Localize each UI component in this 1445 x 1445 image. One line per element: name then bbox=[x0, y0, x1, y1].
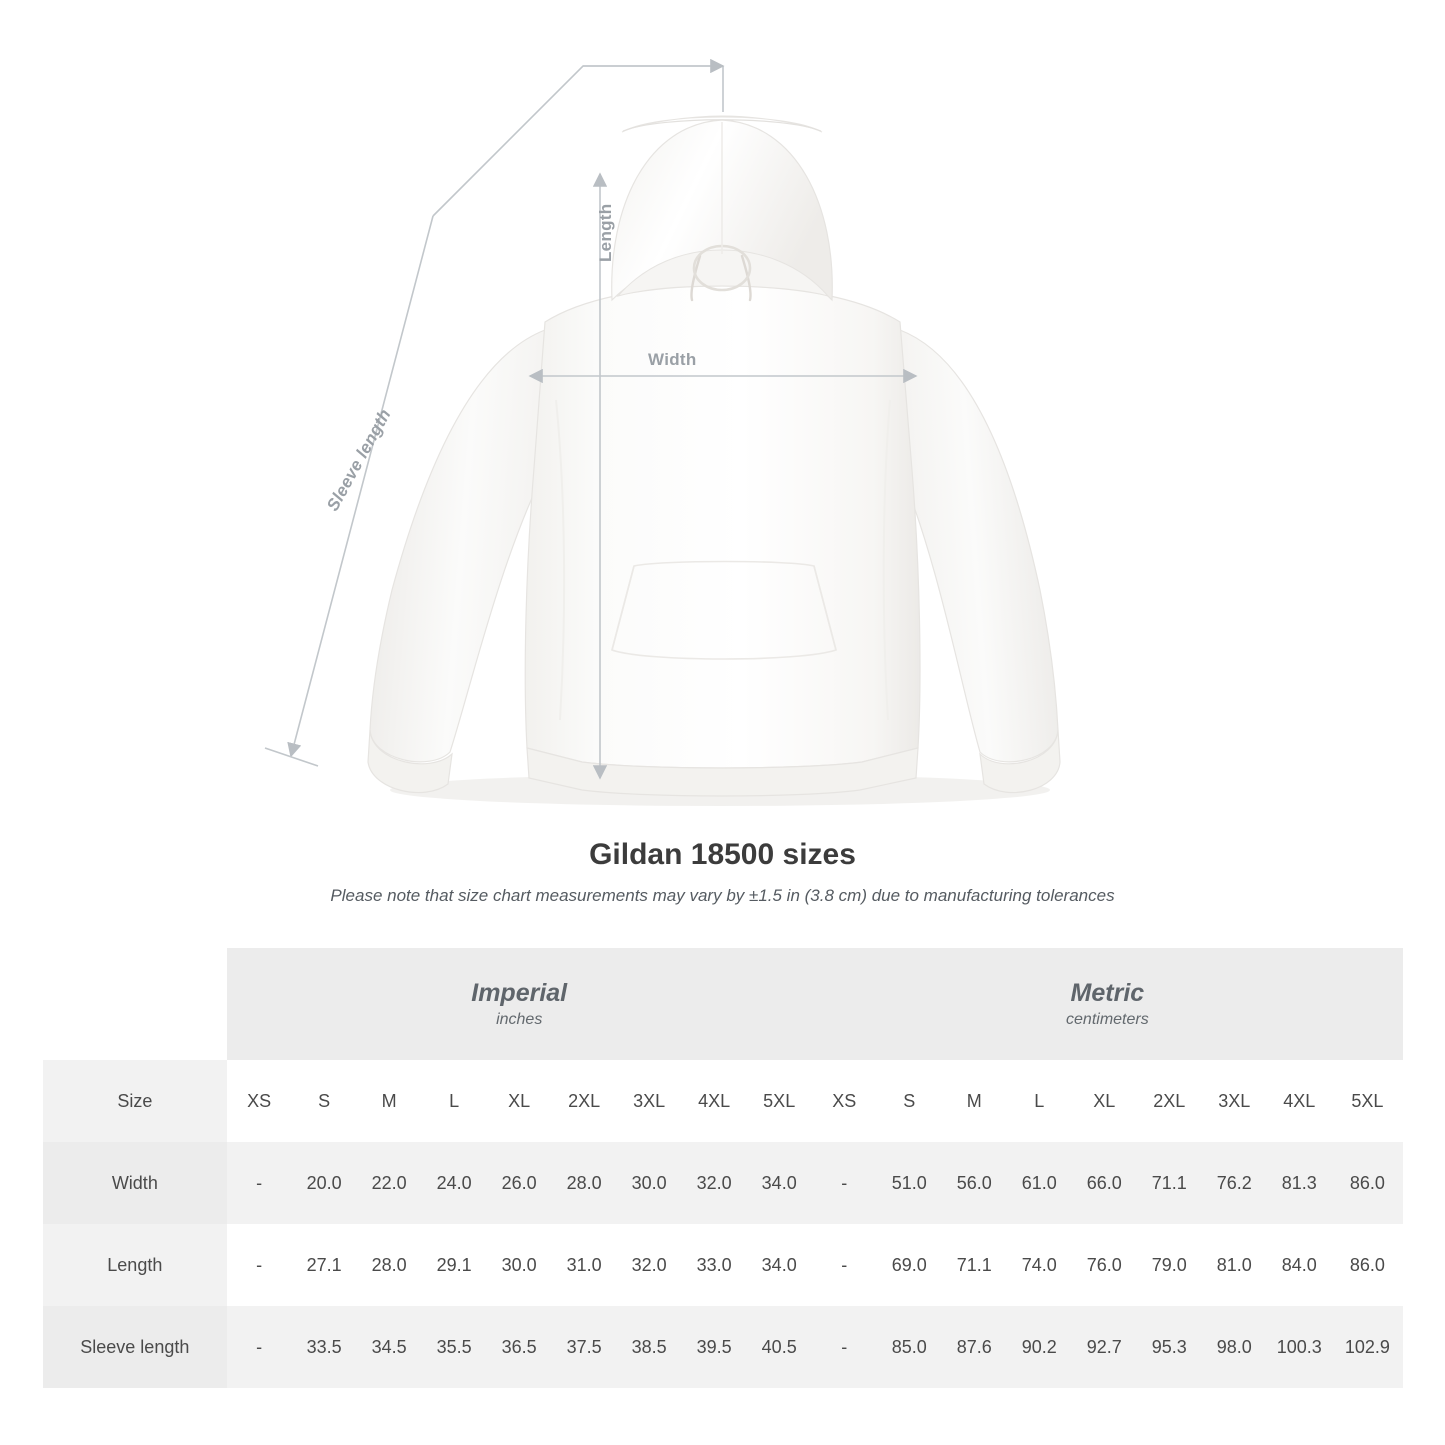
size-header-imperial-4xl: 4XL bbox=[682, 1060, 747, 1142]
cell-sleeve-imperial-l: 35.5 bbox=[422, 1306, 487, 1388]
size-header-imperial-xl: XL bbox=[487, 1060, 552, 1142]
size-header-imperial-m: M bbox=[357, 1060, 422, 1142]
cell-length-metric-xs: - bbox=[812, 1224, 877, 1306]
size-table bbox=[43, 948, 1403, 1388]
cell-length-imperial-s: 27.1 bbox=[292, 1224, 357, 1306]
page-title: Gildan 18500 sizes bbox=[589, 838, 856, 871]
cell-length-metric-m: 71.1 bbox=[942, 1224, 1007, 1306]
system-unit-imperial: inches bbox=[496, 1011, 543, 1029]
cell-width-imperial-5xl: 34.0 bbox=[747, 1142, 812, 1224]
cell-length-imperial-2xl: 31.0 bbox=[552, 1224, 617, 1306]
system-header-metric bbox=[812, 948, 1403, 1060]
size-header-label: Size bbox=[43, 1060, 227, 1142]
cell-length-metric-xl: 76.0 bbox=[1072, 1224, 1137, 1306]
cell-width-metric-3xl: 76.2 bbox=[1202, 1142, 1267, 1224]
sleeve-length-measure-label: Sleeve length bbox=[323, 405, 395, 515]
cell-sleeve-metric-3xl: 98.0 bbox=[1202, 1306, 1267, 1388]
cell-sleeve-metric-2xl: 95.3 bbox=[1137, 1306, 1202, 1388]
cell-width-imperial-l: 24.0 bbox=[422, 1142, 487, 1224]
cell-sleeve-imperial-xs: - bbox=[227, 1306, 292, 1388]
system-name-imperial: Imperial bbox=[471, 978, 568, 1007]
cell-length-imperial-3xl: 32.0 bbox=[617, 1224, 682, 1306]
size-header-imperial-3xl: 3XL bbox=[617, 1060, 682, 1142]
size-header-imperial-l: L bbox=[422, 1060, 487, 1142]
row-label-sleeve-length: Sleeve length bbox=[43, 1306, 227, 1388]
size-header-imperial-2xl: 2XL bbox=[552, 1060, 617, 1142]
size-header-metric-4xl: 4XL bbox=[1267, 1060, 1332, 1142]
cell-width-imperial-xl: 26.0 bbox=[487, 1142, 552, 1224]
size-header-row bbox=[43, 1060, 1403, 1142]
cell-width-imperial-xs: - bbox=[227, 1142, 292, 1224]
size-header-imperial-s: S bbox=[292, 1060, 357, 1142]
cell-width-metric-s: 51.0 bbox=[877, 1142, 942, 1224]
cell-length-metric-3xl: 81.0 bbox=[1202, 1224, 1267, 1306]
system-name-metric: Metric bbox=[1070, 978, 1145, 1007]
length-measure-label: Length bbox=[596, 203, 615, 262]
cell-sleeve-imperial-5xl: 40.5 bbox=[747, 1306, 812, 1388]
size-header-metric-3xl: 3XL bbox=[1202, 1060, 1267, 1142]
cell-width-metric-m: 56.0 bbox=[942, 1142, 1007, 1224]
cell-width-metric-4xl: 81.3 bbox=[1267, 1142, 1332, 1224]
size-header-metric-m: M bbox=[942, 1060, 1007, 1142]
cell-length-metric-4xl: 84.0 bbox=[1267, 1224, 1332, 1306]
cell-length-metric-s: 69.0 bbox=[877, 1224, 942, 1306]
cell-sleeve-imperial-3xl: 38.5 bbox=[617, 1306, 682, 1388]
size-header-metric-l: L bbox=[1007, 1060, 1072, 1142]
cell-length-metric-5xl: 86.0 bbox=[1332, 1224, 1403, 1306]
cell-sleeve-metric-5xl: 102.9 bbox=[1332, 1306, 1403, 1388]
cell-width-metric-xl: 66.0 bbox=[1072, 1142, 1137, 1224]
cell-width-imperial-3xl: 30.0 bbox=[617, 1142, 682, 1224]
cell-sleeve-metric-xs: - bbox=[812, 1306, 877, 1388]
cell-length-imperial-m: 28.0 bbox=[357, 1224, 422, 1306]
cell-sleeve-metric-xl: 92.7 bbox=[1072, 1306, 1137, 1388]
tolerance-note: Please note that size chart measurements may vary by ±1.5 in (3.8 cm) due to manufacturing tolerances bbox=[330, 886, 1115, 905]
cell-sleeve-imperial-xl: 36.5 bbox=[487, 1306, 552, 1388]
size-header-imperial-xs: XS bbox=[227, 1060, 292, 1142]
size-header-metric-xs: XS bbox=[812, 1060, 877, 1142]
system-header-row bbox=[43, 948, 1403, 1060]
table-row bbox=[43, 1142, 1403, 1224]
row-label-length: Length bbox=[43, 1224, 227, 1306]
cell-width-imperial-m: 22.0 bbox=[357, 1142, 422, 1224]
cell-length-imperial-l: 29.1 bbox=[422, 1224, 487, 1306]
size-header-imperial-5xl: 5XL bbox=[747, 1060, 812, 1142]
size-header-metric-s: S bbox=[877, 1060, 942, 1142]
cell-width-imperial-s: 20.0 bbox=[292, 1142, 357, 1224]
cell-sleeve-imperial-4xl: 39.5 bbox=[682, 1306, 747, 1388]
cell-width-metric-l: 61.0 bbox=[1007, 1142, 1072, 1224]
cell-length-metric-2xl: 79.0 bbox=[1137, 1224, 1202, 1306]
width-measure-label: Width bbox=[648, 350, 697, 369]
cell-width-metric-2xl: 71.1 bbox=[1137, 1142, 1202, 1224]
table-row bbox=[43, 1224, 1403, 1306]
cell-width-imperial-2xl: 28.0 bbox=[552, 1142, 617, 1224]
cell-width-metric-xs: - bbox=[812, 1142, 877, 1224]
cell-sleeve-metric-m: 87.6 bbox=[942, 1306, 1007, 1388]
cell-length-imperial-5xl: 34.0 bbox=[747, 1224, 812, 1306]
cell-sleeve-metric-4xl: 100.3 bbox=[1267, 1306, 1332, 1388]
size-header-metric-5xl: 5XL bbox=[1332, 1060, 1403, 1142]
cell-width-imperial-4xl: 32.0 bbox=[682, 1142, 747, 1224]
system-header-imperial bbox=[227, 948, 812, 1060]
size-table-wrapper bbox=[43, 948, 1403, 1388]
table-row bbox=[43, 1306, 1403, 1388]
row-label-width: Width bbox=[43, 1142, 227, 1224]
cell-length-imperial-xs: - bbox=[227, 1224, 292, 1306]
cell-sleeve-imperial-m: 34.5 bbox=[357, 1306, 422, 1388]
cell-sleeve-imperial-s: 33.5 bbox=[292, 1306, 357, 1388]
cell-sleeve-metric-l: 90.2 bbox=[1007, 1306, 1072, 1388]
cell-length-imperial-xl: 30.0 bbox=[487, 1224, 552, 1306]
cell-length-imperial-4xl: 33.0 bbox=[682, 1224, 747, 1306]
cell-width-metric-5xl: 86.0 bbox=[1332, 1142, 1403, 1224]
cell-sleeve-imperial-2xl: 37.5 bbox=[552, 1306, 617, 1388]
title-block bbox=[0, 838, 1445, 906]
size-header-metric-2xl: 2XL bbox=[1137, 1060, 1202, 1142]
system-header-spacer bbox=[43, 948, 227, 1060]
size-header-metric-xl: XL bbox=[1072, 1060, 1137, 1142]
system-unit-metric: centimeters bbox=[1066, 1011, 1149, 1029]
cell-sleeve-metric-s: 85.0 bbox=[877, 1306, 942, 1388]
cell-length-metric-l: 74.0 bbox=[1007, 1224, 1072, 1306]
